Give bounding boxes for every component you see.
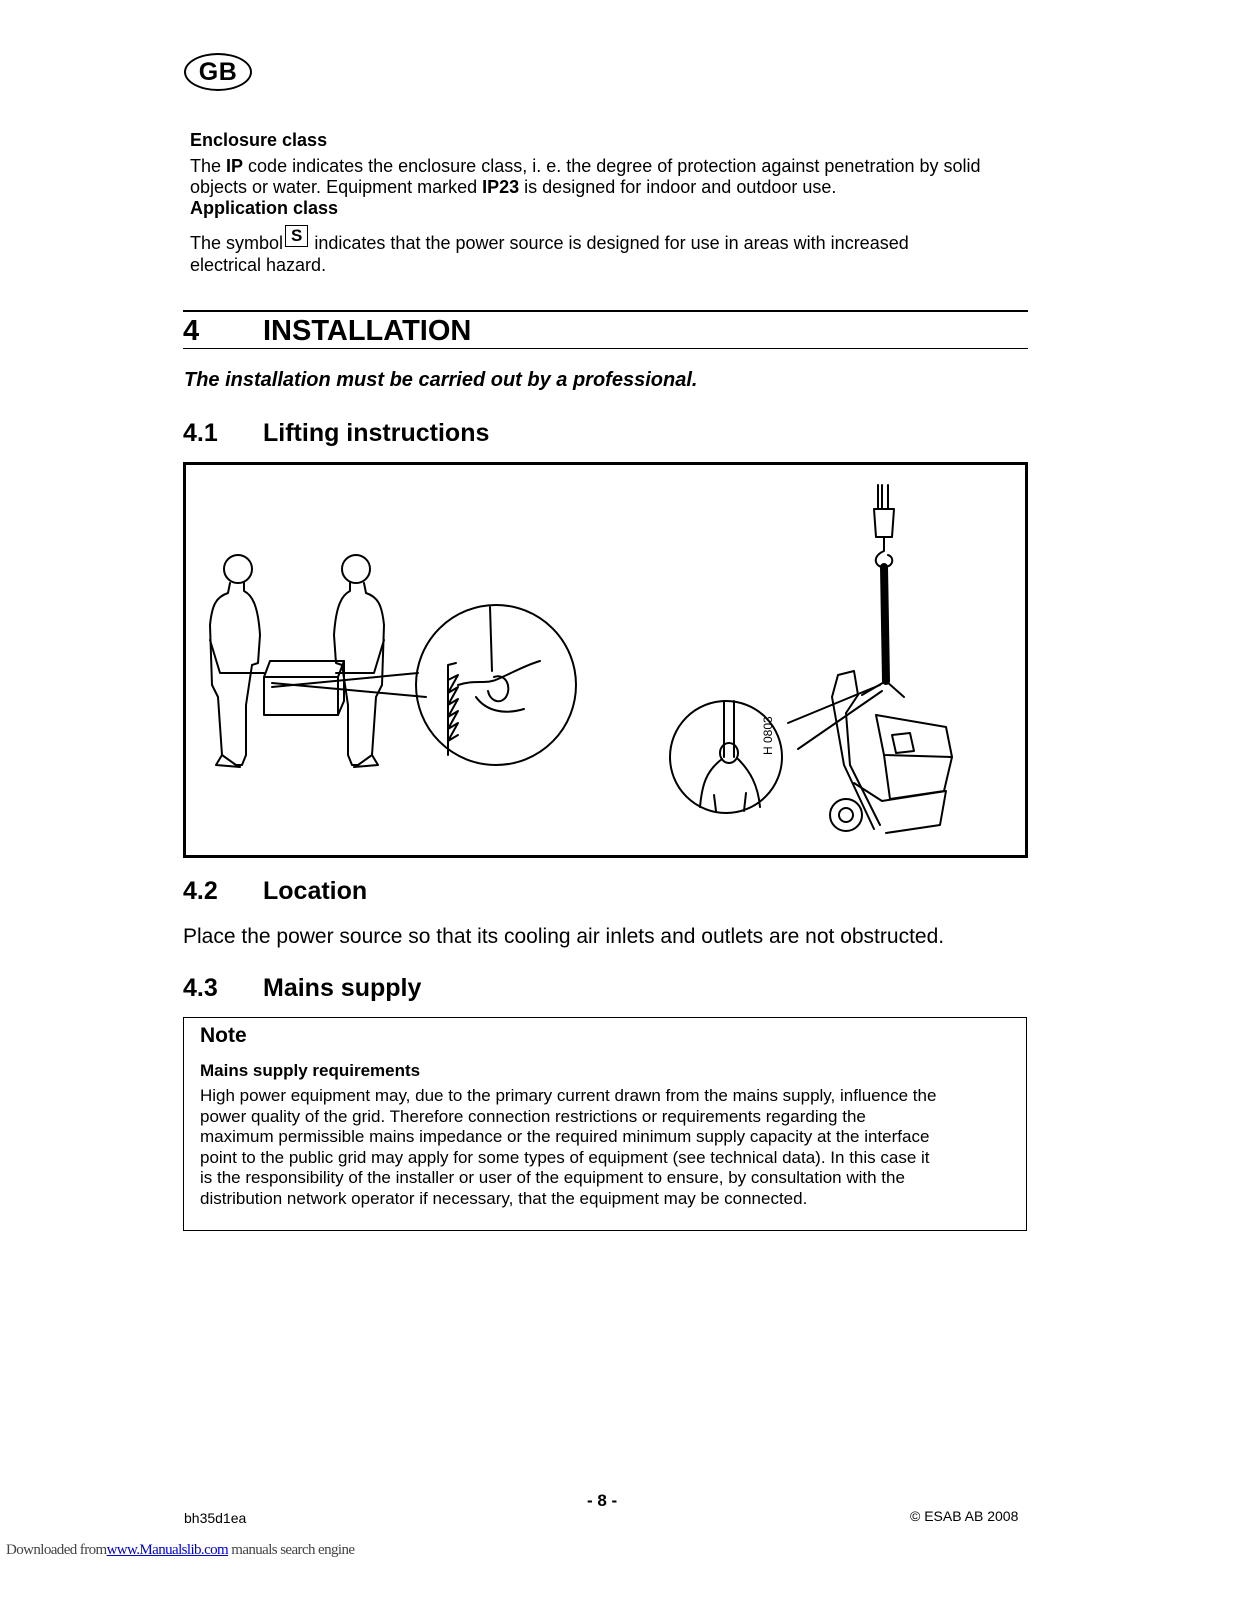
country-badge-label: GB (198, 57, 238, 86)
country-badge (184, 53, 252, 91)
trolley-cart-icon (830, 671, 952, 833)
lifting-drawing (186, 465, 1025, 855)
figure-code: H 0803 (761, 716, 775, 755)
application-line-1 (190, 226, 1030, 255)
ip-code: IP (226, 156, 244, 176)
download-attribution (6, 1542, 354, 1559)
ip23-code: IP23 (482, 177, 520, 197)
copyright: © ESAB AB 2008 (910, 1508, 1019, 1524)
doc-code: bh35d1ea (184, 1510, 247, 1526)
enclosure-class-heading: Enclosure class (190, 130, 328, 150)
text-run: objects or water. Equipment marked (190, 177, 483, 197)
section-4-heading (183, 315, 471, 348)
text-run: indicates that the power source is designed for use in areas with increased (314, 233, 909, 253)
lifting-illustration (183, 462, 1028, 858)
section-title: Mains supply (263, 974, 422, 1002)
section-4-2-heading (183, 877, 367, 906)
section-number: 4.1 (183, 419, 218, 447)
section-4-1-heading (183, 419, 489, 448)
s-symbol-icon: S (285, 225, 308, 247)
location-text: Place the power source so that its cooling air inlets and outlets are not obstructed. (183, 925, 945, 948)
section-title: INSTALLATION (263, 315, 472, 347)
enclosure-class-text (190, 156, 1030, 198)
application-class-text (190, 226, 1030, 276)
section-title: Lifting instructions (263, 419, 490, 447)
section-number: 4 (183, 315, 200, 347)
crane-hook-icon (874, 485, 894, 681)
section-4-3-heading (183, 974, 421, 1003)
page-number: - 8 - (587, 1491, 618, 1510)
section-number: 4.3 (183, 974, 218, 1002)
section-title: Location (263, 877, 368, 905)
application-class-heading: Application class (190, 198, 339, 218)
note-title: Note (200, 1024, 247, 1047)
installation-note: The installation must be carried out by a professional. (184, 369, 698, 391)
note-line: point to the public grid may apply for some types of equipment (see technical data). In this case it (200, 1147, 930, 1167)
note-line: is the responsibility of the installer or user of the equipment to ensure, by consultation with the (200, 1168, 905, 1188)
text-run: The symbol (190, 233, 284, 253)
grip-detail-icon (416, 605, 576, 765)
application-line-2: electrical hazard. (190, 255, 327, 275)
note-line: distribution network operator if necessary, that the equipment may be connected. (200, 1188, 808, 1208)
section-rule-top (183, 310, 1028, 312)
section-number: 4.2 (183, 877, 218, 905)
download-suffix: manuals search engine (228, 1542, 355, 1558)
text-run: code indicates the enclosure class, i. e. the degree of protection against penetration by solid (243, 156, 981, 176)
note-subtitle: Mains supply requirements (200, 1061, 421, 1080)
person-left-icon (210, 555, 264, 767)
note-line: High power equipment may, due to the primary current drawn from the mains supply, influence the (200, 1086, 937, 1105)
text-run: The (190, 156, 227, 176)
enclosure-line-2 (190, 177, 1030, 198)
manualslib-link[interactable]: www.Manualslib.com (106, 1542, 229, 1558)
section-rule-bottom (183, 348, 1028, 349)
mains-supply-note (183, 1017, 1027, 1231)
text-run: is designed for indoor and outdoor use. (519, 177, 837, 197)
enclosure-line-1 (190, 156, 1030, 177)
note-line: power quality of the grid. Therefore connection restrictions or requirements regarding the (200, 1106, 866, 1126)
download-prefix: Downloaded from (6, 1542, 107, 1558)
note-body (200, 1086, 1015, 1210)
note-line: maximum permissible mains impedance or the required minimum supply capacity at the interface (200, 1127, 930, 1147)
